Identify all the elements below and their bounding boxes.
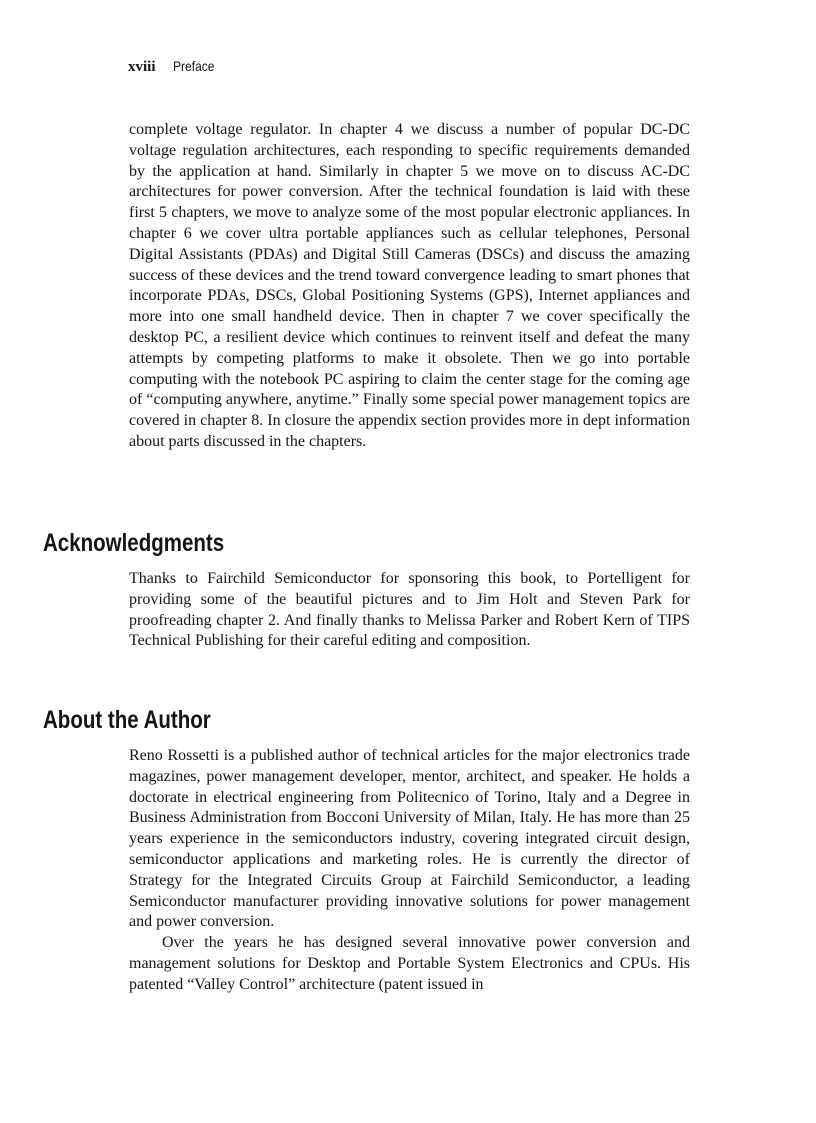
intro-paragraph: complete voltage regulator. In chapter 4 we discuss a number of popular DC-DC voltage regulation architectures, each responding to specific requirements demanded by the application at hand. Similarly in chapter 5 we move on to discuss AC-DC architectures for power conversion. After the technical foundation is laid with these first 5 chapters, we move to analyze some of the most popular electronic appliances. In chapter 6 we cover ultra portable appliances such as cellular telephones, Personal Digital Assistants (PDAs) and Digital Still Cameras (DSCs) and discuss the amazing success of these devices and the trend toward convergence leading to smart phones that incorporate PDAs, DSCs, Global Positioning Systems (GPS), Internet appliances and more into one small handheld device. Then in chapter 7 we cover specifically the desktop PC, a resilient device which continues to reinvent itself and defeat the many attempts by competing platforms to make it obsolete. Then we go into portable computing with the notebook PC aspiring to claim the center stage for the coming age of “computing anywhere, anytime.” Finally some special power management topics are covered in chapter 8. In closure the appendix section provides more in dept information about parts discussed in the chapters. <box>129 121 690 450</box>
about-author-section <box>129 746 690 996</box>
intro-continuation <box>129 120 690 453</box>
acknowledgments-section <box>129 569 690 652</box>
page-number: xviii <box>128 59 156 75</box>
about-author-paragraph-2: Over the years he has designed several innovative power conversion and management solutions for Desktop and Portable System Electronics and CPUs. His patented “Valley Control” architecture (patent issued in <box>129 934 690 993</box>
about-author-paragraph-1: Reno Rossetti is a published author of technical articles for the major electronics trade magazines, power management developer, mentor, architect, and speaker. He holds a doctorate in electrical engineering from Politecnico of Torino, Italy and a Degree in Business Administration from Bocconi University of Milan, Italy. He has more than 25 years experience in the semiconductors industry, covering integrated circuit design, semiconductor applications and marketing roles. He is currently the director of Strategy for the Integrated Circuits Group at Fairchild Semiconductor, a leading Semiconductor manufacturer providing innovative solutions for power management and power conversion. <box>129 747 690 931</box>
running-title: Preface <box>173 58 215 74</box>
acknowledgments-paragraph: Thanks to Fairchild Semiconductor for sponsoring this book, to Portelligent for providing some of the beautiful pictures and to Jim Holt and Steven Park for proofreading chapter 2. And finally thanks to Melissa Parker and Robert Kern of TIPS Technical Publishing for their careful editing and composition. <box>129 570 690 650</box>
about-author-heading: About the Author <box>43 706 211 734</box>
running-header <box>128 56 222 77</box>
acknowledgments-heading: Acknowledgments <box>43 529 225 557</box>
